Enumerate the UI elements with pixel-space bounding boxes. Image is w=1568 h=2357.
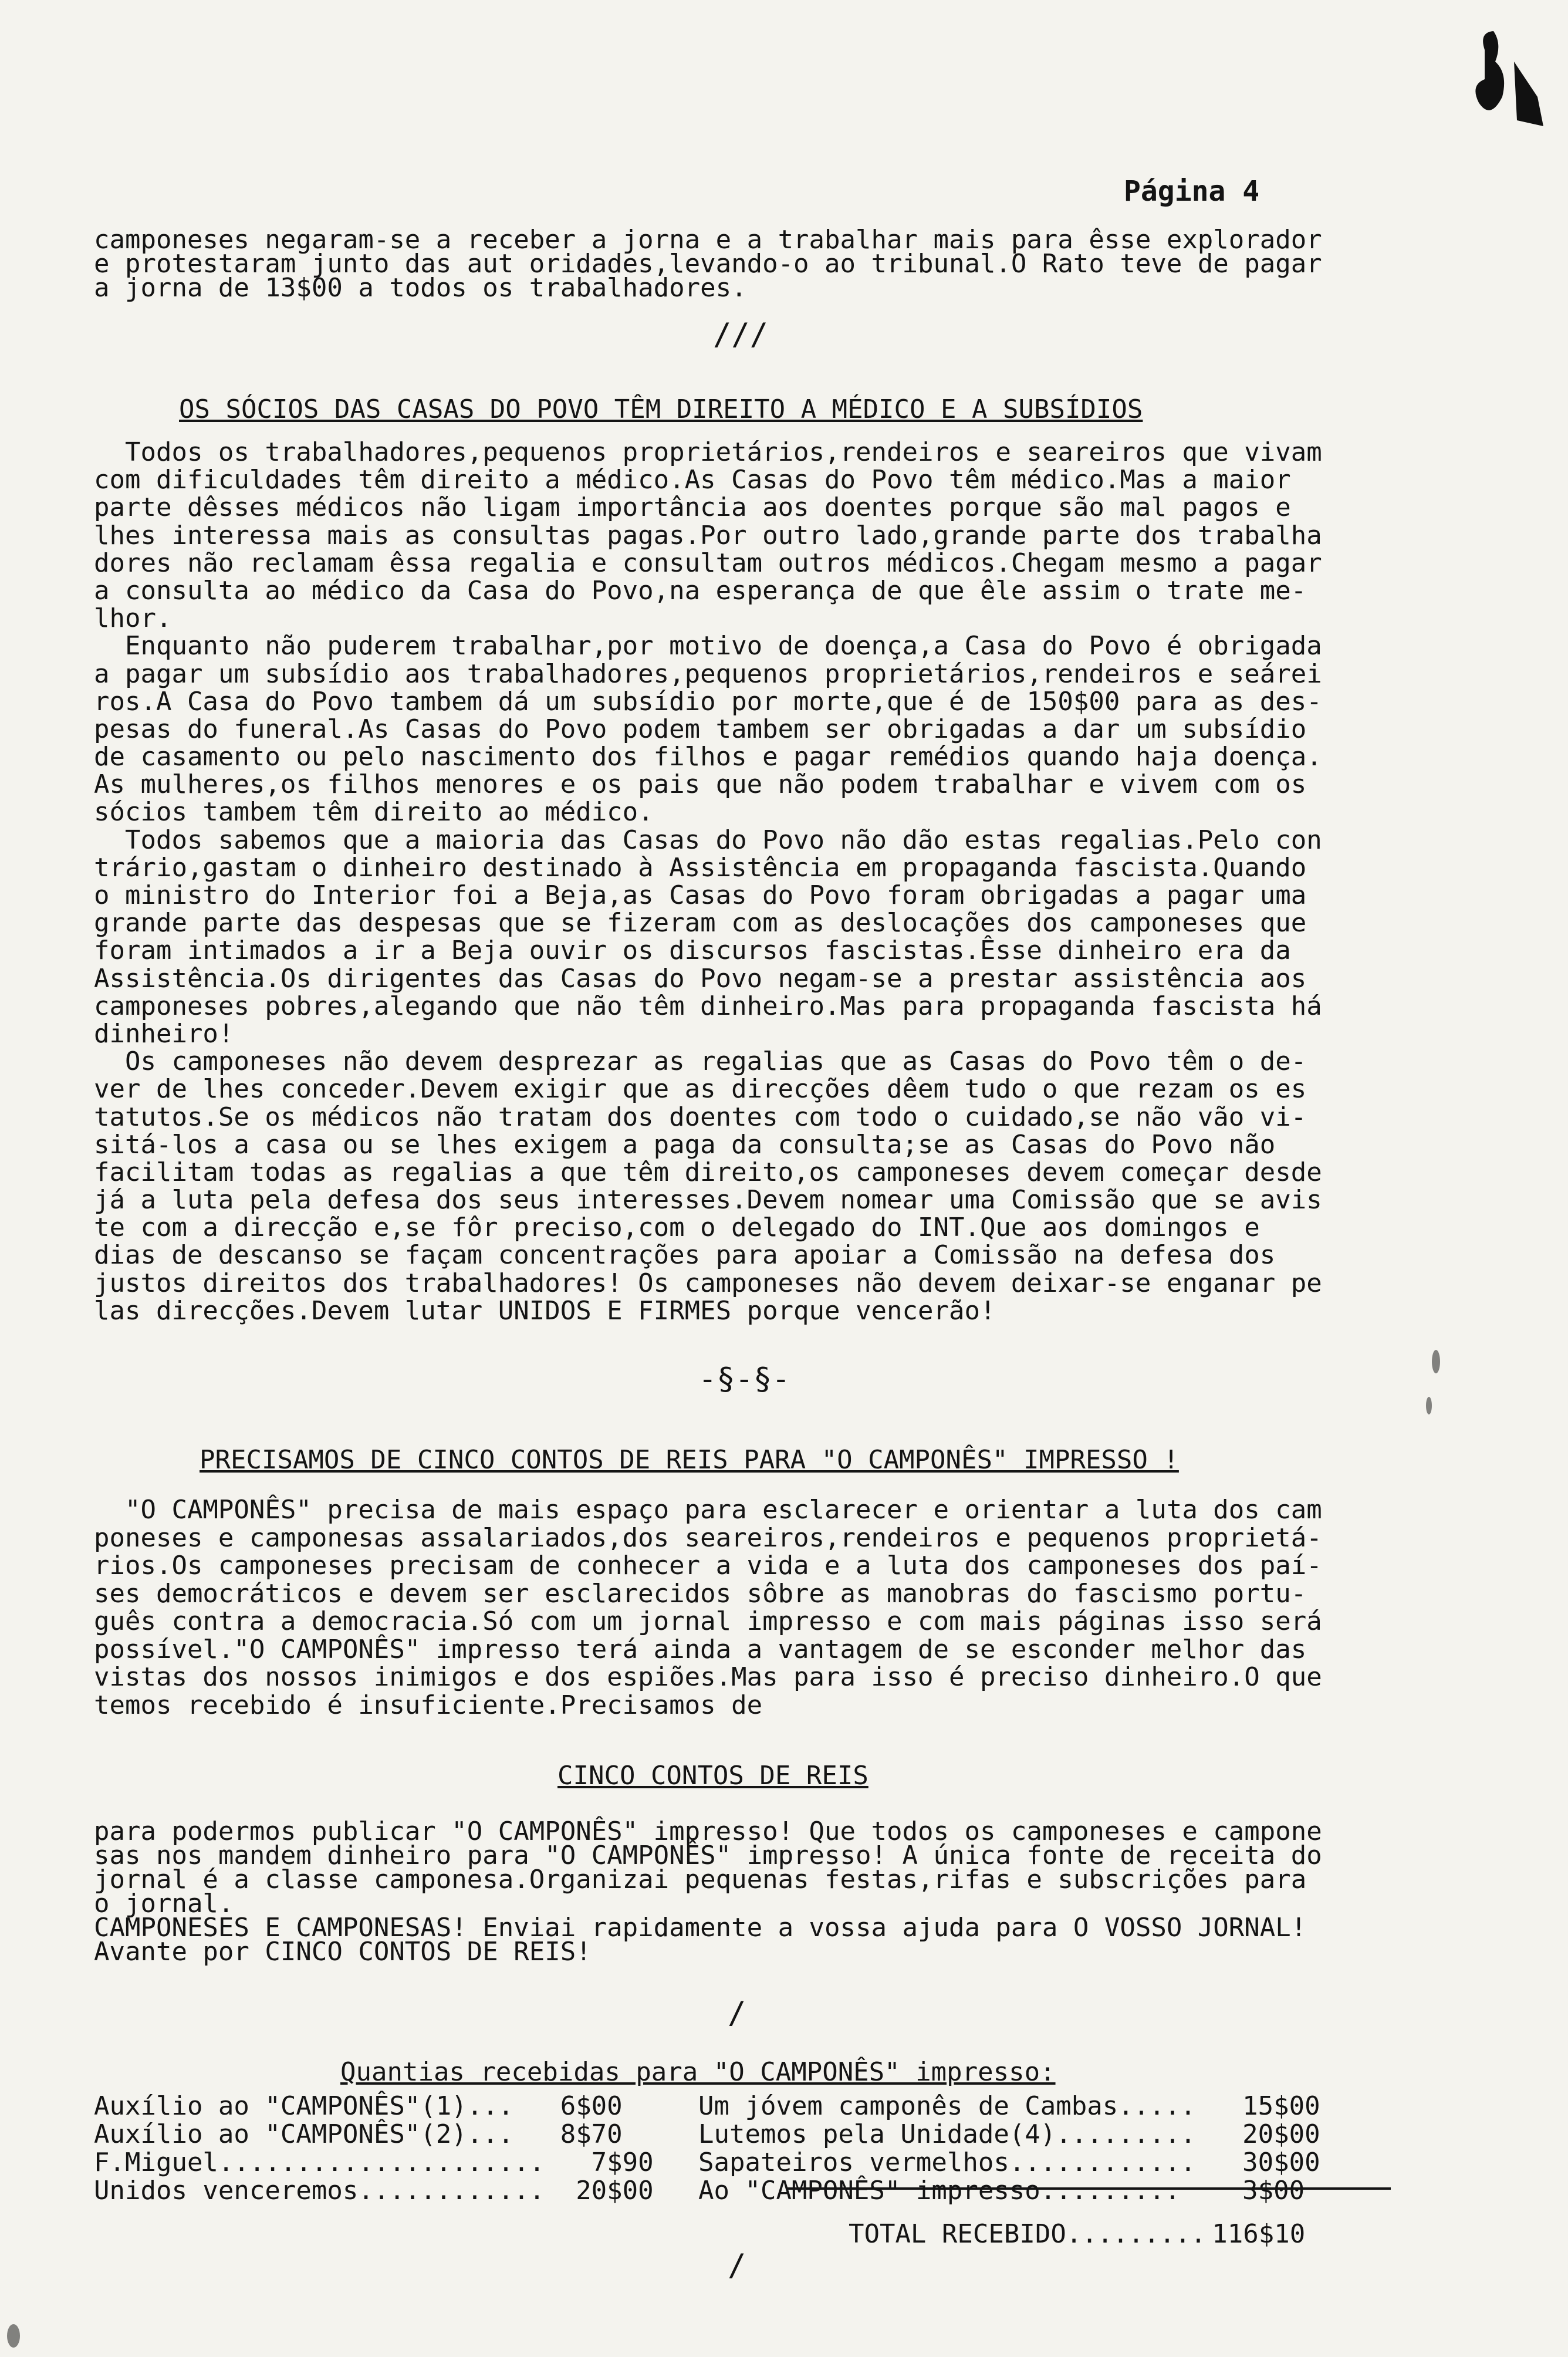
text-line: a consulta ao médico da Casa do Povo,na esperança de que êle assim o trate me- <box>94 575 1307 606</box>
section-title-cinco-contos: PRECISAMOS DE CINCO CONTOS DE REIS PARA "O CAMPONÊS" IMPRESSO ! <box>200 1445 1179 1475</box>
text-line: trário,gastam o dinheiro destinado à Assistência em propaganda fascista.Quando <box>94 852 1307 883</box>
speck <box>1426 1397 1432 1414</box>
receipt-row <box>698 2120 1320 2149</box>
receipt-label: Um jóvem camponês de Cambas..... <box>698 2091 1196 2121</box>
ink-blot-mark <box>1467 26 1549 132</box>
receipt-amount: 30$00 <box>1242 2147 1320 2177</box>
center-title-cinco-contos: CINCO CONTOS DE REIS <box>557 1761 869 1791</box>
text-line: "O CAMPONÊS" precisa de mais espaço para esclarecer e orientar a luta dos cam <box>94 1495 1322 1525</box>
text-line: dores não reclamam êssa regalia e consultam outros médicos.Chegam mesmo a pagar <box>94 548 1322 578</box>
receipt-label: F.Miguel..................... <box>94 2147 545 2177</box>
text-line: grande parte das despesas que se fizeram com as deslocações dos camponeses que <box>94 908 1307 938</box>
text-line: facilitam todas as regalias a que têm direito,os camponeses devem começar desde <box>94 1157 1322 1187</box>
section-cinco-contos-body <box>94 1495 1432 1721</box>
receipt-row <box>94 2149 654 2177</box>
receipt-label: Lutemos pela Unidade(4)......... <box>698 2119 1196 2149</box>
page-number: Página 4 <box>1124 175 1260 208</box>
text-line: de casamento ou pelo nascimento dos filhos e pagar remédios quando haja doença. <box>94 742 1322 772</box>
receipts-title: Quantias recebidas para "O CAMPONÊS" impresso: <box>340 2057 1056 2087</box>
text-line: justos direitos dos trabalhadores! Os camponeses não devem deixar-se enganar pe <box>94 1268 1322 1298</box>
text-line: rios.Os camponeses precisam de conhecer a vida e a luta dos camponeses dos paí- <box>94 1551 1322 1581</box>
receipt-label: Ao "CAMPONÊS" impresso......... <box>698 2176 1181 2206</box>
text-line: jornal é a classe camponesa.Organizai pequenas festas,rifas e subscrições para <box>94 1865 1307 1895</box>
text-line: com dificuldades têm direito a médico.As Casas do Povo têm médico.Mas a maior <box>94 465 1291 495</box>
receipts-total-row <box>786 2192 1305 2277</box>
text-line: Todos os trabalhadores,pequenos proprietários,rendeiros e seareiros que vivam <box>94 437 1322 467</box>
speck <box>7 2324 20 2348</box>
text-line: sócios tambem têm direito ao médico. <box>94 797 654 828</box>
separator-slash-bottom: / <box>728 2248 746 2283</box>
text-line: pesas do funeral.As Casas do Povo podem tambem ser obrigadas a dar um subsídio <box>94 714 1307 744</box>
text-line: dinheiro! <box>94 1018 234 1049</box>
text-line: Todos sabemos que a maioria das Casas do Povo não dão estas regalias.Pelo con <box>94 825 1322 855</box>
receipt-label: Auxílio ao "CAMPONÊS"(1)... <box>94 2091 514 2121</box>
receipt-row <box>698 2092 1320 2120</box>
receipt-label: Auxílio ao "CAMPONÊS"(2)... <box>94 2119 514 2149</box>
text-line: guês contra a democracia.Só com um jornal impresso e com mais páginas isso será <box>94 1606 1322 1636</box>
section-title-casas-do-povo: OS SÓCIOS DAS CASAS DO POVO TÊM DIREITO A MÉDICO E A SUBSÍDIOS <box>179 394 1143 424</box>
text-line: Enquanto não puderem trabalhar,por motivo de doença,a Casa do Povo é obrigada <box>94 631 1322 661</box>
receipt-amount: 20$00 <box>1242 2119 1320 2149</box>
text-line: Assistência.Os dirigentes das Casas do Povo negam-se a prestar assistência aos <box>94 963 1307 994</box>
separator-slashes: /// <box>713 317 768 352</box>
section-casas-do-povo-body <box>94 437 1432 1326</box>
receipt-amount: 3$00 <box>1242 2176 1305 2206</box>
text-line: las direcções.Devem lutar UNIDOS E FIRMES porque vencerão! <box>94 1295 996 1326</box>
receipt-amount: 7$90 <box>591 2147 654 2177</box>
text-line: ver de lhes conceder.Devem exigir que as direcções dêem tudo o que rezam os es <box>94 1074 1307 1105</box>
total-amount: 116$10 <box>1212 2219 1306 2249</box>
text-line: dias de descanso se façam concentrações para apoiar a Comissão na defesa dos <box>94 1240 1276 1271</box>
text-line: tatutos.Se os médicos não tratam dos doentes com todo o cuidado,se não vão vi- <box>94 1102 1307 1132</box>
text-line: As mulheres,os filhos menores e os pais que não podem trabalhar e vivem com os <box>94 769 1307 800</box>
total-underline <box>786 2187 1391 2190</box>
text-line: o jornal. <box>94 1889 234 1919</box>
receipt-amount: 6$00 <box>560 2091 623 2121</box>
text-line: poneses e camponesas assalariados,dos seareiros,rendeiros e pequenos proprietá- <box>94 1522 1322 1553</box>
receipt-amount: 20$00 <box>576 2176 654 2206</box>
text-line: a jorna de 13$00 a todos os trabalhadores. <box>94 273 747 303</box>
text-line: sas nos mandem dinheiro para "O CAMPONÊS" impresso! A única fonte de receita do <box>94 1841 1322 1870</box>
receipt-amount: 8$70 <box>560 2119 623 2149</box>
receipt-label: Unidos venceremos............ <box>94 2176 545 2206</box>
text-line: para podermos publicar "O CAMPONÊS" impresso! Que todos os camponeses e campone <box>94 1816 1322 1846</box>
text-line: lhes interessa mais as consultas pagas.Por outro lado,grande parte dos trabalha <box>94 520 1322 551</box>
text-line: sitá-los a casa ou se lhes exigem a paga da consulta;se as Casas do Povo não <box>94 1129 1276 1160</box>
receipt-amount: 15$00 <box>1242 2091 1320 2121</box>
text-line: e protestaram junto das aut oridades,levando-o ao tribunal.O Rato teve de pagar <box>94 249 1322 279</box>
text-line: camponeses pobres,alegando que não têm dinheiro.Mas para propaganda fascista há <box>94 991 1322 1021</box>
receipt-row <box>698 2149 1320 2177</box>
text-line: camponeses negaram-se a receber a jorna e a trabalhar mais para êsse explorador <box>94 225 1322 255</box>
text-line: temos recebido é insuficiente.Precisamos de <box>94 1690 763 1720</box>
text-line: Os camponeses não devem desprezar as regalias que as Casas do Povo têm o de- <box>94 1046 1307 1077</box>
text-line: te com a direcção e,se fôr preciso,com o delegado do INT.Que aos domingos e <box>94 1213 1260 1243</box>
receipts-left-column <box>94 2092 654 2205</box>
speck <box>1432 1350 1440 1373</box>
text-line: foram intimados a ir a Beja ouvir os discursos fascistas.Êsse dinheiro era da <box>94 936 1291 966</box>
text-line: possível."O CAMPONÊS" impresso terá ainda a vantagem de se esconder melhor das <box>94 1634 1307 1664</box>
text-line: ses democráticos e devem ser esclarecidos sôbre as manobras do fascismo portu- <box>94 1578 1307 1609</box>
total-label: TOTAL RECEBIDO......... <box>848 2219 1207 2249</box>
intro-paragraph <box>94 225 1432 303</box>
text-line: CAMPONESES E CAMPONESAS! Enviai rapidamente a vossa ajuda para O VOSSO JORNAL! <box>94 1913 1307 1943</box>
receipt-label: Sapateiros vermelhos............ <box>698 2147 1196 2177</box>
receipt-row <box>94 2120 654 2149</box>
separator-section-signs: -§-§- <box>698 1362 790 1397</box>
text-line: ros.A Casa do Povo tambem dá um subsídio por morte,que é de 150$00 para as des- <box>94 686 1322 717</box>
separator-slash: / <box>728 1995 746 2031</box>
text-line: o ministro do Interior foi a Beja,as Casas do Povo foram obrigadas a pagar uma <box>94 880 1307 910</box>
text-line: a pagar um subsídio aos trabalhadores,pequenos proprietários,rendeiros e seárei <box>94 659 1322 689</box>
text-line: já a luta pela defesa dos seus interesses.Devem nomear uma Comissão que se avis <box>94 1185 1322 1215</box>
receipt-row <box>94 2177 654 2205</box>
section-cinco-contos-appeal <box>94 1816 1432 1967</box>
text-line: Avante por CINCO CONTOS DE REIS! <box>94 1937 592 1967</box>
text-line: lhor. <box>94 603 172 634</box>
text-line: parte dêsses médicos não ligam importância aos doentes porque são mal pagos e <box>94 492 1291 523</box>
receipt-row <box>94 2092 654 2120</box>
text-line: vistas dos nossos inimigos e dos espiões.Mas para isso é preciso dinheiro.O que <box>94 1662 1322 1692</box>
